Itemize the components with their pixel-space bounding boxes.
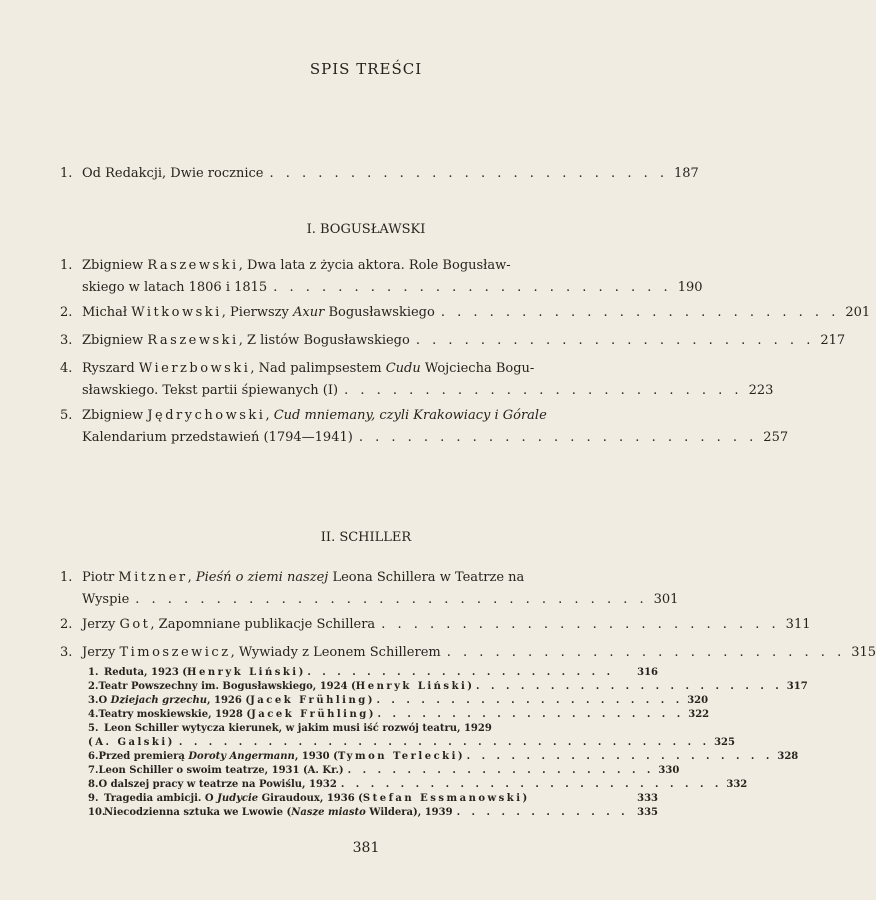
leader-dots: . . . . . . . . . . . . . . . . . . . . . <box>476 681 783 692</box>
leader-dots: . . . . . . . . . . . . . . . . . . . . . <box>347 765 655 776</box>
author-surname: Mitzner <box>118 570 188 585</box>
sub-entry-title: Giraudoux, 1936 ( <box>258 793 363 804</box>
sub-entry-number: 6. <box>88 751 99 762</box>
entry-page: 201 <box>845 305 871 320</box>
entry-page: 311 <box>785 617 811 632</box>
sub-entry-title: ) <box>368 709 374 720</box>
entry-title-cont: sławskiego. Tekst partii śpiewanych (I) <box>82 383 339 398</box>
sub-entry-number: 8. <box>88 779 99 790</box>
leader-dots: . . . . . . . . . . . . . . . . . . . . . . . . . <box>415 333 815 348</box>
sub-entry-title: , 1930 ( <box>294 751 338 762</box>
leader-dots: . . . . . . . . . . . . . . . . . . . . . . . . . <box>273 280 672 295</box>
sub-entry <box>88 750 799 764</box>
leader-dots: . . . . . . . . . . . . . . . . . . . . . . . . . <box>440 305 840 320</box>
toc-entry-intro <box>60 163 699 185</box>
sub-entry-page: 316 <box>637 667 658 678</box>
entry-number: 5. <box>60 408 73 423</box>
entry-title-cont: Wyspie <box>82 592 130 607</box>
author-surname: Timoszewicz <box>119 645 231 660</box>
sub-entry-title: ) <box>298 667 304 678</box>
sub-entry-title: Niecodzienna sztuka we Lwowie ( <box>104 807 292 818</box>
entry-page: 223 <box>748 383 774 398</box>
toc-entry <box>60 567 679 611</box>
sub-entry-number: 9. <box>88 793 99 804</box>
sub-entry <box>88 778 748 792</box>
sub-entry <box>88 708 710 722</box>
sub-entry-number: 5. <box>88 723 99 734</box>
entry-page: 315 <box>851 645 876 660</box>
sub-entry-title: O <box>98 695 111 706</box>
leader-dots: . . . . . . . . . . . . . . . . . . . . . . . . . <box>344 383 743 398</box>
sub-entry-title: ) <box>367 695 373 706</box>
toc-subentries <box>88 666 808 820</box>
entry-title: , Zapomniane publikacje Schillera <box>150 617 376 632</box>
sub-entry-title: Leon Schiller o swoim teatrze, 1931 (A. Kr.) <box>98 765 344 776</box>
sub-entry-title: O dalszej pracy w teatrze na Powiślu, 1932 <box>98 779 337 790</box>
entry-page: 187 <box>673 166 699 181</box>
sub-entry-page: 320 <box>687 695 709 706</box>
sub-entry <box>88 666 658 680</box>
author-first-name: Ryszard <box>82 361 135 376</box>
sub-entry <box>88 722 735 750</box>
entry-title: , Dwa lata z życia aktora. Role Bogusław- <box>238 258 511 273</box>
sub-entry-title-italic: Doroty Angermann <box>188 751 295 762</box>
entry-page: 301 <box>653 592 679 607</box>
sub-entry-title-italic: Judycie <box>217 793 259 804</box>
sub-entry-author: Jacek Frühling <box>250 695 368 706</box>
entry-title-cont: skiego w latach 1806 i 1815 <box>82 280 268 295</box>
sub-entry-page: 332 <box>726 779 748 790</box>
sub-entry-author: (A. Galski) <box>88 737 175 748</box>
sub-entry <box>88 792 658 806</box>
leader-dots: . . . . . . . . . . . . . . . . . . . . . <box>466 751 774 762</box>
entry-number: 1. <box>60 166 73 181</box>
author-surname: Witkowski <box>131 305 222 320</box>
leader-dots: . . . . . . . . . . . . . . . . . . . . . <box>307 667 615 678</box>
section-heading-schiller: II. SCHILLER <box>320 530 412 545</box>
entry-title: , Nad palimpsestem <box>250 361 386 376</box>
sub-entry-page: 330 <box>658 765 680 776</box>
author-first-name: Jerzy <box>82 617 116 632</box>
sub-entry-number: 3. <box>88 695 99 706</box>
entry-number: 1. <box>60 570 73 585</box>
sub-entry-title: ) <box>522 793 528 804</box>
entry-title: , <box>187 570 196 585</box>
entry-number: 3. <box>60 645 73 660</box>
leader-dots: . . . . . . . . . . . . . . . . . . . . . <box>376 695 684 706</box>
sub-entry-title-italic: Nasze miasto <box>291 807 366 818</box>
sub-entry <box>88 694 709 708</box>
sub-entry <box>88 764 680 778</box>
entry-number: 3. <box>60 333 73 348</box>
sub-entry-author: Jacek Frühling <box>251 709 369 720</box>
leader-dots: . . . . . . . . . . . . . . . . . . . . . <box>377 709 685 720</box>
leader-dots: . . . . . . . . . . . . . . . . . . . . . . . . . <box>358 430 758 445</box>
sub-entry-title: Teatr Powszechny im. Bogusławskiego, 1924 ( <box>98 681 356 692</box>
entry-number: 2. <box>60 617 73 632</box>
sub-entry-title-italic: Dziejach grzechu <box>110 695 208 706</box>
toc-entry <box>60 302 871 324</box>
entry-title: , Pierwszy <box>221 305 293 320</box>
author-surname: Jędrychowski <box>147 408 266 423</box>
sub-entry-title: ) <box>457 751 463 762</box>
sub-entry <box>88 806 658 820</box>
author-surname: Raszewski <box>147 333 239 348</box>
toc-entry <box>60 642 876 664</box>
author-surname: Got <box>119 617 151 632</box>
entry-title: , <box>265 408 274 423</box>
entry-title-italic: Cudu <box>385 361 421 376</box>
sub-entry-number: 1. <box>88 667 99 678</box>
sub-entry-title: Tragedia ambicji. O <box>104 793 218 804</box>
entry-number: 4. <box>60 361 73 376</box>
author-first-name: Piotr <box>82 570 115 585</box>
sub-entry-title: Reduta, 1923 ( <box>104 667 188 678</box>
toc-entry <box>60 358 774 402</box>
entry-title: Bogusławskiego <box>324 305 435 320</box>
sub-entry-number: 10. <box>88 807 106 818</box>
sub-entry-title: Wildera), 1939 <box>365 807 453 818</box>
entry-title: , Z listów Bogusławskiego <box>238 333 410 348</box>
author-first-name: Jerzy <box>82 645 116 660</box>
entry-page: 190 <box>677 280 703 295</box>
toc-entry <box>60 330 846 352</box>
author-first-name: Zbigniew <box>82 408 144 423</box>
leader-dots: . . . . . . . . . . . . . . . . . . . . . . . . . <box>269 166 668 181</box>
sub-entry-title: Leon Schiller wytycza kierunek, w jakim musi iść rozwój teatru, 1929 <box>104 723 492 734</box>
sub-entry-number: 4. <box>88 709 99 720</box>
toc-entry <box>60 405 789 449</box>
leader-dots: . . . . . . . . . . . . . . . . . . . . . . . . . <box>381 617 780 632</box>
entry-page: 257 <box>763 430 789 445</box>
sub-entry-number: 7. <box>88 765 99 776</box>
entry-title: Wojciecha Bogu- <box>420 361 535 376</box>
sub-entry-page: 335 <box>637 807 658 818</box>
sub-entry-title: Przed premierą <box>98 751 189 762</box>
entry-title-italic: Cud mniemany, czyli Krakowiacy i Górale <box>273 408 547 423</box>
sub-entry-title: ) <box>467 681 473 692</box>
entry-number: 2. <box>60 305 73 320</box>
leader-dots: . . . . . . . . . . . . <box>456 807 629 818</box>
sub-entry-author: Stefan Essmanowski <box>362 793 523 804</box>
author-first-name: Zbigniew <box>82 333 144 348</box>
page-number: 381 <box>352 840 380 856</box>
author-first-name: Zbigniew <box>82 258 144 273</box>
entry-title: Od Redakcji, Dwie rocznice <box>82 166 264 181</box>
entry-page: 217 <box>820 333 846 348</box>
sub-entry-title: Teatry moskiewskie, 1928 ( <box>98 709 252 720</box>
page-title: SPIS TREŚCI <box>309 60 423 78</box>
sub-entry-page: 328 <box>777 751 799 762</box>
sub-entry-author: Tymon Terlecki <box>337 751 458 762</box>
sub-entry-page: 317 <box>786 681 808 692</box>
leader-dots: . . . . . . . . . . . . . . . . . . . . . . . . . . . . . . . . <box>135 592 648 607</box>
entry-number: 1. <box>60 258 73 273</box>
sub-entry-number: 2. <box>88 681 99 692</box>
sub-entry-page: 333 <box>637 793 658 804</box>
sub-entry-author: Henryk Liński <box>355 681 468 692</box>
leader-dots: . . . . . . . . . . . . . . . . . . . . . . . . . <box>446 645 846 660</box>
sub-entry-page: 325 <box>714 737 735 748</box>
entry-title-italic: Axur <box>293 305 325 320</box>
author-surname: Wierzbowski <box>138 361 251 376</box>
author-surname: Raszewski <box>147 258 239 273</box>
author-first-name: Michał <box>82 305 128 320</box>
toc-entry <box>60 255 703 299</box>
entry-title: , Wywiady z Leonem Schillerem <box>230 645 441 660</box>
toc-entry <box>60 614 811 636</box>
entry-title: Leona Schillera w Teatrze na <box>328 570 525 585</box>
section-heading-boguslawski: I. BOGUSŁAWSKI <box>306 222 426 237</box>
entry-title-italic: Pieśń o ziemi naszej <box>195 570 329 585</box>
sub-entry <box>88 680 808 694</box>
leader-dots: . . . . . . . . . . . . . . . . . . . . . . . . . . <box>340 779 723 790</box>
sub-entry-author: Henryk Liński <box>187 667 299 678</box>
entry-title-cont: Kalendarium przedstawień (1794—1941) <box>82 430 353 445</box>
sub-entry-title: , 1926 ( <box>207 695 251 706</box>
leader-dots: . . . . . . . . . . . . . . . . . . . . . . . . . . . . . . . . . . . . <box>178 737 711 748</box>
sub-entry-page: 322 <box>688 709 710 720</box>
